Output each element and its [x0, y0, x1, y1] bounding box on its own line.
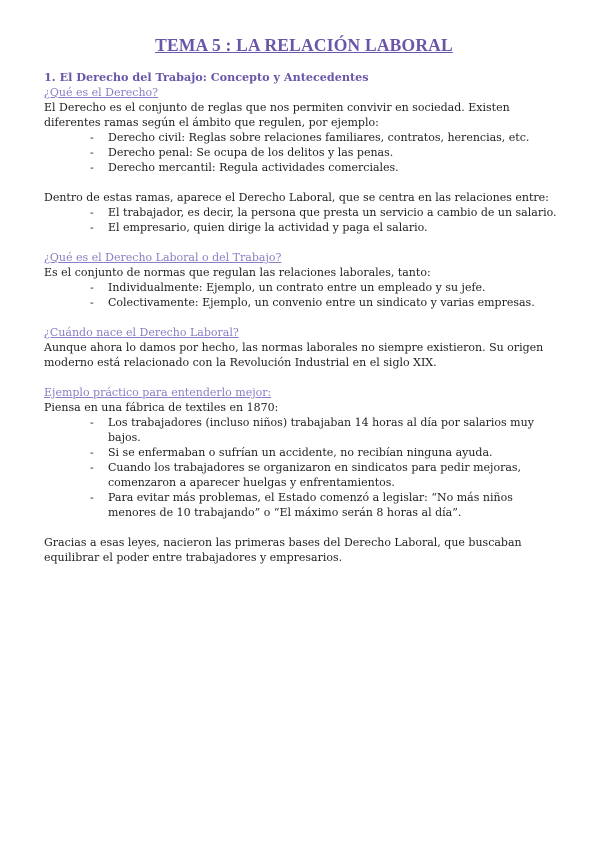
dash-bullet: - [90, 206, 94, 219]
example-list [44, 415, 564, 520]
list-item: - Individualmente: Ejemplo, un contrato entre un empleado y su jefe. [90, 281, 486, 294]
paragraph: Aunque ahora lo damos por hecho, las normas laborales no siempre existieron. Su origen moderno está relacionado con la Revolución Industrial en el siglo XIX. [44, 341, 544, 369]
list-item: - Colectivamente: Ejemplo, un convenio entre un sindicato y varias empresas. [90, 296, 535, 309]
paragraph: El Derecho es el conjunto de reglas que nos permiten convivir en sociedad. Existen diferentes ramas según el ámbito que regulen, por ejemplo: [44, 101, 510, 129]
list-item: - Derecho penal: Se ocupa de los delitos y las penas. [90, 146, 394, 159]
dash-bullet: - [90, 296, 94, 309]
dash-bullet: - [90, 281, 94, 294]
dash-bullet: - [90, 461, 94, 474]
dash-bullet: - [90, 161, 94, 174]
paragraph: Dentro de estas ramas, aparece el Derecho Laboral, que se centra en las relaciones entre: [44, 191, 549, 204]
branches-list [44, 130, 564, 175]
list-item: - El empresario, quien dirige la actividad y paga el salario. [90, 221, 428, 234]
dash-bullet: - [90, 416, 94, 429]
dash-bullet: - [90, 146, 94, 159]
list-item: - El trabajador, es decir, la persona que presta un servicio a cambio de un salario. [90, 206, 557, 219]
document-page [44, 34, 564, 565]
dash-bullet: - [90, 131, 94, 144]
page-title: TEMA 5 : LA RELACIÓN LABORAL [155, 35, 453, 55]
dash-bullet: - [90, 491, 94, 504]
dash-bullet: - [90, 446, 94, 459]
list-item: - Los trabajadores (incluso niños) trabajaban 14 horas al día por salarios muy bajos. [90, 416, 534, 444]
question-heading: ¿Qué es el Derecho Laboral o del Trabajo? [44, 251, 282, 264]
list-item: - Cuando los trabajadores se organizaron en sindicatos para pedir mejoras, comenzaron a aparecer huelgas y enfrentamientos. [90, 461, 522, 489]
paragraph: Es el conjunto de normas que regulan las relaciones laborales, tanto: [44, 266, 431, 279]
list-item: - Si se enfermaban o sufrían un accidente, no recibían ninguna ayuda. [90, 446, 493, 459]
parties-list [44, 205, 564, 235]
question-heading: Ejemplo práctico para entenderlo mejor: [44, 386, 272, 399]
paragraph: Gracias a esas leyes, nacieron las primeras bases del Derecho Laboral, que buscaban equilibrar el poder entre trabajadores y empresarios. [44, 536, 522, 564]
paragraph: Piensa en una fábrica de textiles en 1870: [44, 401, 279, 414]
relations-list [44, 280, 564, 310]
section-heading: 1. El Derecho del Trabajo: Concepto y Antecedentes [44, 70, 369, 84]
dash-bullet: - [90, 221, 94, 234]
list-item: - Para evitar más problemas, el Estado comenzó a legislar: “No más niños menores de 10 trabajando” o “El máximo serán 8 horas al día”. [90, 491, 513, 519]
question-heading: ¿Qué es el Derecho? [44, 86, 159, 99]
question-heading: ¿Cuándo nace el Derecho Laboral? [44, 326, 239, 339]
list-item: - Derecho civil: Reglas sobre relaciones familiares, contratos, herencias, etc. [90, 131, 530, 144]
list-item: - Derecho mercantil: Regula actividades comerciales. [90, 161, 399, 174]
